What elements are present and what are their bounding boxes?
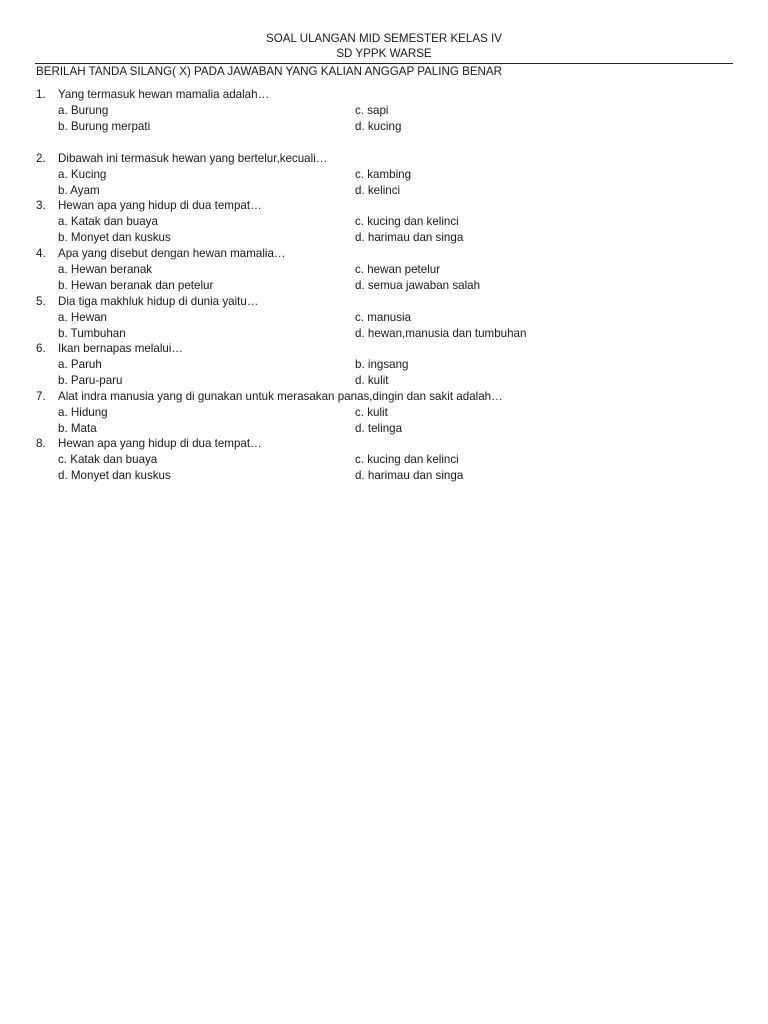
option-b: b. Paru-paru: [58, 374, 123, 387]
question-text: Yang termasuk hewan mamalia adalah…: [58, 88, 270, 101]
option-row: [0, 214, 768, 230]
question-7: [0, 389, 768, 405]
option-row: [0, 230, 768, 246]
option-row: [0, 452, 768, 468]
question-2: [0, 151, 768, 167]
question-6: [0, 341, 768, 357]
option-row: [0, 183, 768, 199]
option-c: c. hewan petelur: [355, 263, 441, 276]
school-name: SD YPPK WARSE: [336, 47, 432, 60]
question-number: 5.: [36, 295, 46, 308]
option-row: [0, 278, 768, 294]
option-b: b. Hewan beranak dan petelur: [58, 279, 214, 292]
option-row: [0, 373, 768, 389]
option-b: b. Burung merpati: [58, 120, 151, 133]
question-8: [0, 436, 768, 452]
option-c: c. sapi: [355, 104, 389, 117]
question-number: 2.: [36, 152, 46, 165]
option-c-left: c. Katak dan buaya: [58, 453, 158, 466]
exam-title: SOAL ULANGAN MID SEMESTER KELAS IV: [265, 32, 503, 45]
option-row: [0, 326, 768, 342]
question-text: Hewan apa yang hidup di dua tempat…: [58, 199, 262, 212]
option-b: b. Monyet dan kuskus: [58, 231, 171, 244]
option-c: c. kambing: [355, 168, 412, 181]
option-row: [0, 357, 768, 373]
option-d: d. kulit: [355, 374, 389, 387]
option-row: [0, 421, 768, 437]
question-4: [0, 246, 768, 262]
option-d-left: d. Monyet dan kuskus: [58, 469, 171, 482]
option-a: a. Kucing: [58, 168, 107, 181]
option-a: a. Hewan: [58, 311, 107, 324]
option-b-right: b. ingsang: [355, 358, 409, 371]
option-d: d. semua jawaban salah: [355, 279, 481, 292]
option-d: d. kucing: [355, 120, 402, 133]
option-d: d. harimau dan singa: [355, 469, 464, 482]
option-row: [0, 262, 768, 278]
option-row: [0, 310, 768, 326]
question-1: [0, 87, 768, 103]
question-3: [0, 198, 768, 214]
option-row: [0, 103, 768, 119]
option-c: c. kulit: [355, 406, 388, 419]
question-text: Alat indra manusia yang di gunakan untuk merasakan panas,dingin dan sakit adalah…: [58, 390, 503, 403]
option-row: [0, 119, 768, 135]
option-row: [0, 167, 768, 183]
question-number: 7.: [36, 390, 46, 403]
option-c: c. kucing dan kelinci: [355, 453, 459, 466]
option-b: b. Mata: [58, 422, 97, 435]
question-text: Hewan apa yang hidup di dua tempat…: [58, 437, 262, 450]
option-d: d. kelinci: [355, 184, 401, 197]
option-b: b. Tumbuhan: [58, 327, 126, 340]
question-text: Apa yang disebut dengan hewan mamalia…: [58, 247, 286, 260]
option-a: a. Hewan beranak: [58, 263, 153, 276]
option-row: [0, 405, 768, 421]
question-5: [0, 294, 768, 310]
option-d: d. harimau dan singa: [355, 231, 464, 244]
option-c: c. kucing dan kelinci: [355, 215, 459, 228]
option-a: a. Katak dan buaya: [58, 215, 158, 228]
option-a: a. Paruh: [58, 358, 102, 371]
question-number: 3.: [36, 199, 46, 212]
option-c: c. manusia: [355, 311, 412, 324]
question-number: 1.: [36, 88, 46, 101]
option-d: d. telinga: [355, 422, 403, 435]
option-d: d. hewan,manusia dan tumbuhan: [355, 327, 527, 340]
question-number: 4.: [36, 247, 46, 260]
instruction-text: BERILAH TANDA SILANG( X) PADA JAWABAN YANG KALIAN ANGGAP PALING BENAR: [36, 65, 503, 78]
option-a: a. Burung: [58, 104, 109, 117]
option-a: a. Hidung: [58, 406, 108, 419]
option-b: b. Ayam: [58, 184, 100, 197]
option-row: [0, 468, 768, 484]
question-number: 6.: [36, 342, 46, 355]
question-number: 8.: [36, 437, 46, 450]
question-text: Dia tiga makhluk hidup di dunia yaitu…: [58, 295, 259, 308]
question-text: Dibawah ini termasuk hewan yang bertelur,kecuali…: [58, 152, 328, 165]
question-text: Ikan bernapas melalui…: [58, 342, 184, 355]
